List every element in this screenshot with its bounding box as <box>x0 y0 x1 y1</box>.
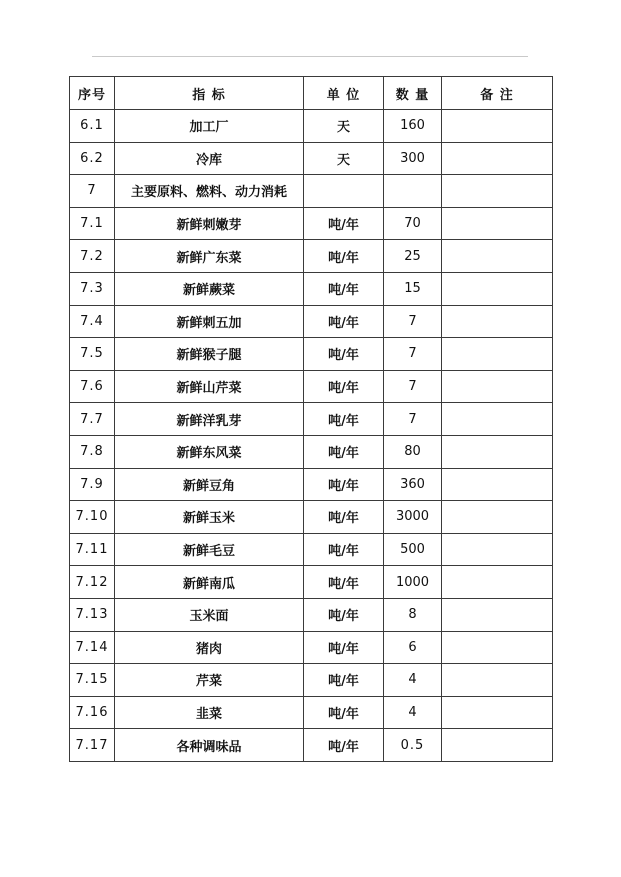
row-unit: 天 <box>304 110 384 143</box>
row-quantity: 4 <box>384 664 442 697</box>
row-remark <box>442 468 553 501</box>
row-unit <box>304 175 384 208</box>
consumption-table <box>69 76 553 762</box>
row-unit: 吨/年 <box>304 468 384 501</box>
row-seq: 7.13 <box>70 598 115 631</box>
row-seq: 7.16 <box>70 696 115 729</box>
row-indicator: 新鲜毛豆 <box>115 533 304 566</box>
row-quantity: 8 <box>384 598 442 631</box>
row-unit: 吨/年 <box>304 696 384 729</box>
table-row <box>70 435 553 468</box>
row-remark <box>442 272 553 305</box>
row-indicator: 猪肉 <box>115 631 304 664</box>
row-indicator: 新鲜广东菜 <box>115 240 304 273</box>
row-remark <box>442 207 553 240</box>
row-remark <box>442 142 553 175</box>
row-quantity: 0.5 <box>384 729 442 762</box>
row-quantity: 6 <box>384 631 442 664</box>
row-indicator: 各种调味品 <box>115 729 304 762</box>
row-seq: 7.14 <box>70 631 115 664</box>
row-unit: 吨/年 <box>304 631 384 664</box>
row-unit: 吨/年 <box>304 240 384 273</box>
row-seq: 7.12 <box>70 566 115 599</box>
row-remark <box>442 729 553 762</box>
table-row <box>70 403 553 436</box>
row-quantity: 7 <box>384 305 442 338</box>
header-quantity: 数 量 <box>384 77 442 110</box>
row-quantity: 7 <box>384 403 442 436</box>
table-row <box>70 729 553 762</box>
table-row <box>70 110 553 143</box>
row-remark <box>442 175 553 208</box>
row-indicator: 新鲜南瓜 <box>115 566 304 599</box>
table-row <box>70 468 553 501</box>
header-indicator: 指 标 <box>115 77 304 110</box>
row-seq: 7.10 <box>70 501 115 534</box>
table-header-row <box>70 77 553 110</box>
row-remark <box>442 631 553 664</box>
row-remark <box>442 598 553 631</box>
row-indicator: 新鲜刺五加 <box>115 305 304 338</box>
row-seq: 7.17 <box>70 729 115 762</box>
row-quantity: 25 <box>384 240 442 273</box>
row-seq: 7.7 <box>70 403 115 436</box>
row-quantity: 7 <box>384 338 442 371</box>
table-row <box>70 566 553 599</box>
row-indicator: 主要原料、燃料、动力消耗 <box>115 175 304 208</box>
row-seq: 7 <box>70 175 115 208</box>
row-remark <box>442 240 553 273</box>
table-row <box>70 142 553 175</box>
row-seq: 7.8 <box>70 435 115 468</box>
table-row <box>70 175 553 208</box>
row-remark <box>442 403 553 436</box>
row-indicator: 新鲜山芹菜 <box>115 370 304 403</box>
row-remark <box>442 501 553 534</box>
row-indicator: 新鲜东风菜 <box>115 435 304 468</box>
row-seq: 7.1 <box>70 207 115 240</box>
table-row <box>70 272 553 305</box>
row-unit: 吨/年 <box>304 305 384 338</box>
table-row <box>70 305 553 338</box>
row-unit: 吨/年 <box>304 501 384 534</box>
row-unit: 吨/年 <box>304 370 384 403</box>
row-seq: 7.5 <box>70 338 115 371</box>
row-quantity: 3000 <box>384 501 442 534</box>
row-indicator: 新鲜猴子腿 <box>115 338 304 371</box>
row-seq: 7.2 <box>70 240 115 273</box>
header-unit: 单 位 <box>304 77 384 110</box>
row-seq: 7.11 <box>70 533 115 566</box>
table-row <box>70 207 553 240</box>
row-indicator: 新鲜玉米 <box>115 501 304 534</box>
table-row <box>70 664 553 697</box>
row-unit: 吨/年 <box>304 566 384 599</box>
row-indicator: 冷库 <box>115 142 304 175</box>
row-unit: 吨/年 <box>304 435 384 468</box>
header-seq: 序号 <box>70 77 115 110</box>
row-quantity: 500 <box>384 533 442 566</box>
row-indicator: 芹菜 <box>115 664 304 697</box>
row-seq: 7.6 <box>70 370 115 403</box>
row-indicator: 加工厂 <box>115 110 304 143</box>
row-quantity: 160 <box>384 110 442 143</box>
row-remark <box>442 305 553 338</box>
row-remark <box>442 338 553 371</box>
header-rule <box>92 56 528 57</box>
row-unit: 吨/年 <box>304 598 384 631</box>
row-quantity: 7 <box>384 370 442 403</box>
table-row <box>70 598 553 631</box>
row-indicator: 新鲜刺嫩芽 <box>115 207 304 240</box>
row-unit: 吨/年 <box>304 403 384 436</box>
row-indicator: 韭菜 <box>115 696 304 729</box>
row-unit: 吨/年 <box>304 729 384 762</box>
table-row <box>70 631 553 664</box>
row-indicator: 新鲜洋乳芽 <box>115 403 304 436</box>
row-remark <box>442 370 553 403</box>
row-quantity: 360 <box>384 468 442 501</box>
row-remark <box>442 664 553 697</box>
row-seq: 7.15 <box>70 664 115 697</box>
row-unit: 吨/年 <box>304 664 384 697</box>
table-row <box>70 501 553 534</box>
row-remark <box>442 435 553 468</box>
row-remark <box>442 696 553 729</box>
table-row <box>70 370 553 403</box>
row-indicator: 新鲜豆角 <box>115 468 304 501</box>
row-seq: 6.1 <box>70 110 115 143</box>
table-row <box>70 533 553 566</box>
row-remark <box>442 110 553 143</box>
header-remark: 备 注 <box>442 77 553 110</box>
row-unit: 吨/年 <box>304 338 384 371</box>
row-quantity: 70 <box>384 207 442 240</box>
row-unit: 天 <box>304 142 384 175</box>
row-seq: 7.9 <box>70 468 115 501</box>
row-indicator: 新鲜蕨菜 <box>115 272 304 305</box>
row-seq: 6.2 <box>70 142 115 175</box>
row-seq: 7.4 <box>70 305 115 338</box>
row-unit: 吨/年 <box>304 207 384 240</box>
row-unit: 吨/年 <box>304 533 384 566</box>
row-quantity <box>384 175 442 208</box>
row-remark <box>442 566 553 599</box>
row-remark <box>442 533 553 566</box>
row-seq: 7.3 <box>70 272 115 305</box>
table-row <box>70 240 553 273</box>
row-quantity: 15 <box>384 272 442 305</box>
row-quantity: 300 <box>384 142 442 175</box>
table-row <box>70 696 553 729</box>
row-quantity: 4 <box>384 696 442 729</box>
row-indicator: 玉米面 <box>115 598 304 631</box>
row-quantity: 80 <box>384 435 442 468</box>
row-quantity: 1000 <box>384 566 442 599</box>
table-row <box>70 338 553 371</box>
row-unit: 吨/年 <box>304 272 384 305</box>
